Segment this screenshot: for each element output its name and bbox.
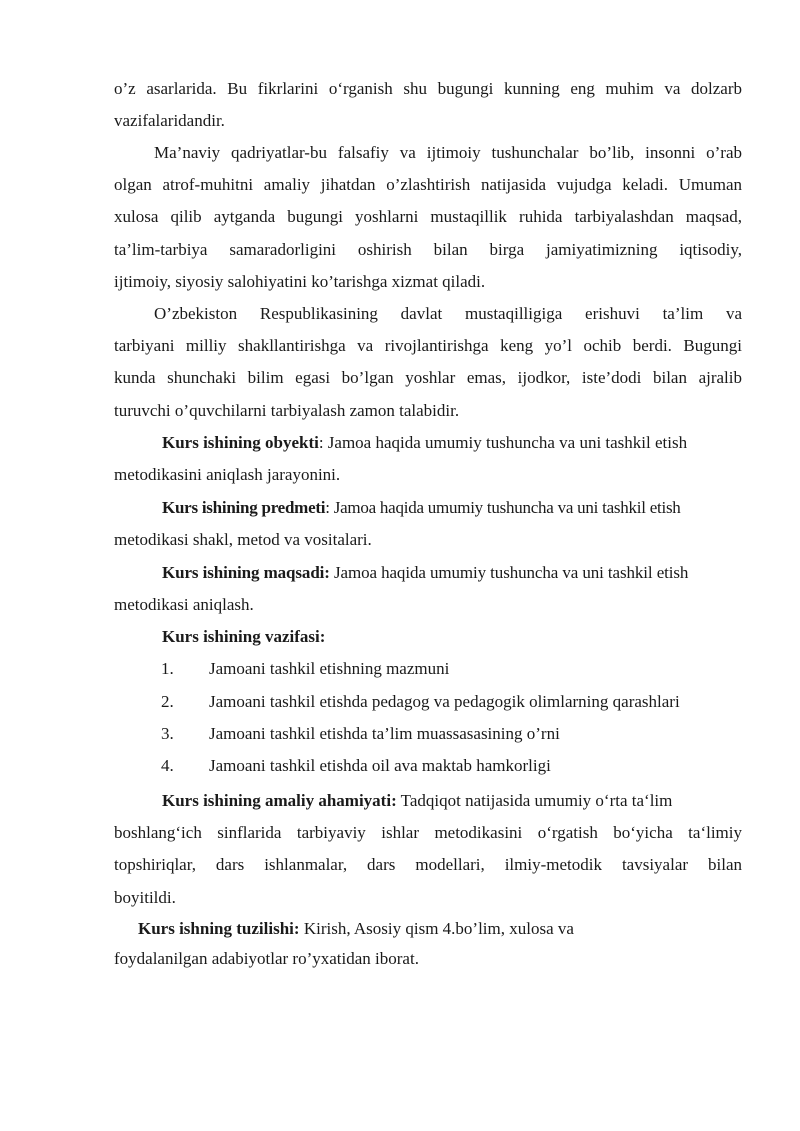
list-text: Jamoani tashkil etishda ta’lim muassasasining o’rni — [209, 724, 560, 743]
list-text: Jamoani tashkil etishning mazmuni — [209, 659, 450, 678]
text-line: Ma’naviy qadriyatlar-bu falsafiy va ijtimoiy tushunchalar bo’lib, insonni o’rab — [154, 143, 742, 162]
predmeti-label: Kurs ishining predmeti — [162, 498, 326, 517]
list-item — [161, 718, 560, 750]
text-line: olgan atrof-muhitni amaliy jihatdan o’zlashtirish natijasida vujudga keladi. Umuman — [114, 175, 742, 195]
maqsadi-label: Kurs ishining maqsadi: — [162, 563, 330, 582]
amaliy-label: Kurs ishining amaliy ahamiyati: — [162, 791, 397, 810]
list-item — [161, 653, 449, 685]
text-line: boyitildi. — [114, 887, 176, 907]
list-number: 2. — [161, 692, 174, 711]
text-line: foydalanilgan adabiyotlar ro’yxatidan iborat. — [114, 949, 419, 968]
list-text: Jamoani tashkil etishda pedagog va pedagogik olimlarning qarashlari — [209, 692, 680, 711]
paragraph-manaviy-qadriyatlar — [114, 137, 742, 298]
tuzilishi-text: Kirish, Asosiy qism 4.bo’lim, xulosa va — [299, 919, 574, 938]
text-line: vazifalaridandir. — [114, 111, 225, 131]
paragraph-amaliy-ahamiyati — [114, 785, 742, 914]
text-line: topshiriqlar, dars ishlanmalar, dars modellari, ilmiy-metodik tavsiyalar bilan — [114, 855, 742, 875]
obyekti-label: Kurs ishining obyekti — [162, 433, 319, 452]
text-line — [114, 427, 742, 459]
text-line: turuvchi o’quvchilarni tarbiyalash zamon talabidir. — [114, 400, 460, 420]
predmeti-text: : Jamoa haqida umumiy tushuncha va uni tashkil etish — [325, 498, 681, 517]
paragraph-intro-continuation — [114, 73, 742, 137]
obyekti-text: : Jamoa haqida umumiy tushuncha va uni tashkil etish — [318, 433, 688, 452]
text-line: O’zbekiston Respublikasining davlat mustaqilligiga erishuvi ta’lim va — [154, 304, 742, 323]
text-line — [114, 914, 742, 944]
text-line: o’z asarlarida. Bu fikrlarini o‘rganish shu bugungi kunning eng muhim va dolzarb — [114, 79, 742, 98]
text-line: tarbiyani milliy shakllantirishga va rivojlantirishga keng yo’l ochib berdi. Bugungi — [114, 336, 742, 356]
text-line — [114, 557, 742, 589]
list-item — [161, 750, 551, 782]
paragraph-ozbekiston — [114, 298, 742, 427]
list-number: 4. — [161, 756, 174, 775]
text-line: metodikasini aniqlash jarayonini. — [114, 465, 341, 485]
paragraph-kurs-obyekti — [114, 427, 742, 491]
tuzilishi-label: Kurs ishning tuzilishi: — [138, 919, 300, 938]
text-line: kunda shunchaki bilim egasi bo’lgan yoshlar emas, ijodkor, iste’dodi bilan ajralib — [114, 368, 742, 388]
list-item — [161, 686, 680, 718]
vazifasi-label: Kurs ishining vazifasi: — [162, 627, 326, 646]
maqsadi-text: Jamoa haqida umumiy tushuncha va uni tashkil etish — [329, 563, 689, 582]
text-line: xulosa qilib aytganda bugungi yoshlarni mustaqillik ruhida tarbiyalashdan maqsad, — [114, 207, 742, 227]
text-line: boshlang‘ich sinflarida tarbiyaviy ishlar metodikasini o‘rgatish bo‘yicha ta‘limiy — [114, 823, 742, 843]
text-line: ta’lim-tarbiya samaradorligini oshirish bilan birga jamiyatimizning iqtisodiy, — [114, 239, 742, 259]
list-text: Jamoani tashkil etishda oil ava maktab hamkorligi — [209, 756, 551, 775]
text-line: metodikasi aniqlash. — [114, 595, 254, 615]
amaliy-text: Tadqiqot natijasida umumiy o‘rta ta‘lim — [396, 791, 673, 810]
paragraph-kurs-vazifasi — [114, 621, 742, 653]
text-line: metodikasi shakl, metod va vositalari. — [114, 530, 372, 550]
paragraph-kurs-tuzilishi — [114, 914, 742, 974]
paragraph-kurs-predmeti — [114, 492, 742, 556]
text-line — [114, 492, 742, 524]
list-number: 3. — [161, 724, 174, 743]
paragraph-kurs-maqsadi — [114, 557, 742, 621]
text-line — [114, 785, 742, 817]
list-number: 1. — [161, 659, 174, 678]
text-line: ijtimoiy, siyosiy salohiyatini ko’tarishga xizmat qiladi. — [114, 271, 486, 291]
